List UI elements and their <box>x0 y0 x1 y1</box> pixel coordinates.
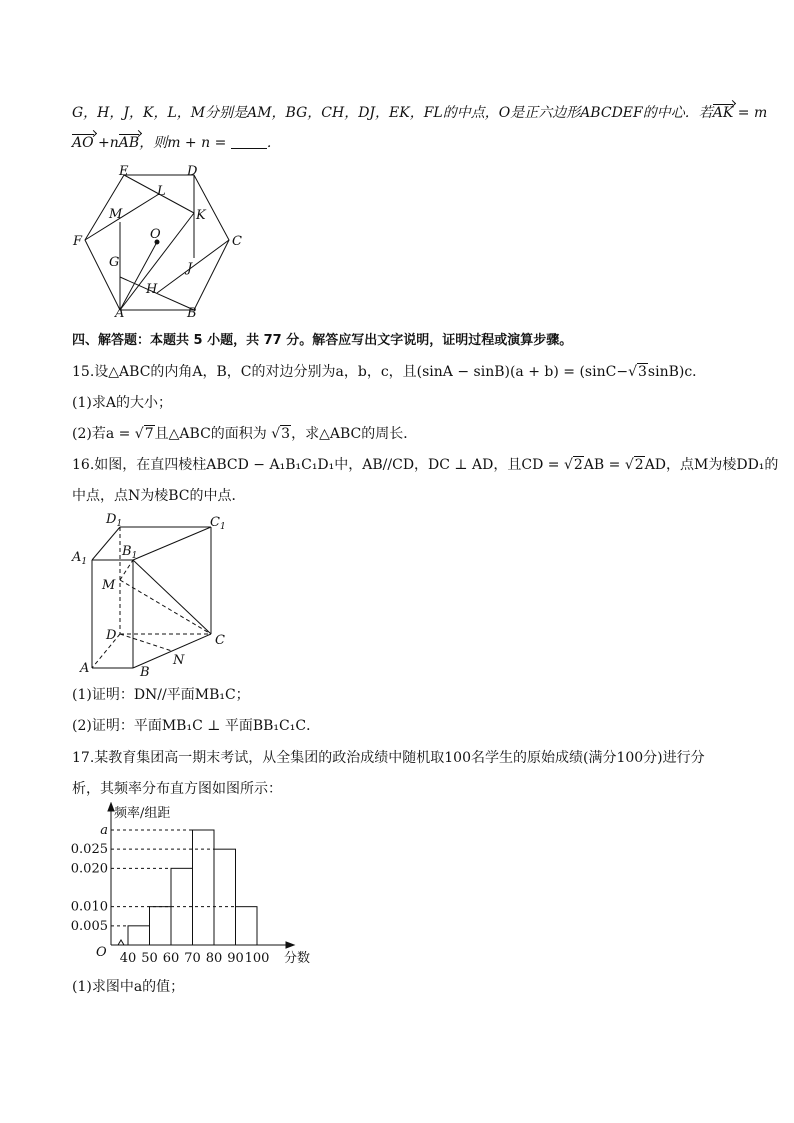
axis-break-mark <box>118 940 124 945</box>
label-b: B <box>187 306 197 320</box>
histogram-bar-80-90 <box>214 849 236 945</box>
q16-stem-line2: 中点，点N为棱BC的中点． <box>72 488 246 504</box>
q15-sqrt3: 3 <box>637 364 647 380</box>
y-tick-0.005: 0.005 <box>70 918 108 934</box>
prism-figure <box>66 508 236 678</box>
label-c1: $C_1$ <box>210 515 226 532</box>
q14-text-b: = m <box>737 105 768 121</box>
q15-sqrt7: 7 <box>144 426 154 442</box>
q16-part2: (2)证明：平面MB₁C ⊥ 平面BB₁C₁C． <box>72 718 321 734</box>
frequency-histogram <box>66 802 316 972</box>
histogram-bar-70-80 <box>193 830 215 945</box>
q14-line2 <box>72 133 281 153</box>
vector-ao: AO <box>72 135 94 151</box>
y-axis-label: 频率/组距 <box>114 806 171 821</box>
q15-part2: (2)若a = √7且△ABC的面积为 √3，求△ABC的周长． <box>72 426 418 442</box>
x-tick-100: 100 <box>244 951 270 966</box>
x-tick-80: 80 <box>205 951 223 966</box>
q15-area-sqrt3: 3 <box>281 426 291 442</box>
histogram-bar-40-50 <box>128 926 150 945</box>
label-d: D <box>187 164 198 179</box>
q15-stem-b: sinB)c． <box>647 364 707 380</box>
histogram-bar-90-100 <box>236 907 258 945</box>
label-a: A <box>115 306 125 320</box>
q16-stem: 16.如图，在直四棱柱ABCD − A₁B₁C₁D₁中，AB//CD，DC ⊥ AD，且CD = √2AB = √2AD，点M为棱DD₁的 <box>72 457 779 473</box>
label-d: D <box>106 628 117 643</box>
q17-stem-line2: 析，其频率分布直方图如图所示： <box>72 781 282 797</box>
q16-stem-c: AD，点M为棱DD₁的 <box>644 457 779 473</box>
q16-sqrt2b: 2 <box>634 457 644 473</box>
vector-ak: AK <box>712 105 734 121</box>
q14-plus-n: +n <box>98 135 119 151</box>
label-j: J <box>187 261 193 276</box>
segment-ao <box>120 242 157 310</box>
q17-stem-line1: 17.某教育集团高一期末考试，从全集团的政治成绩中随机取100名学生的原始成绩(满分100分)进行分 <box>72 750 705 766</box>
q15-part2-a: (2)若a = <box>72 426 131 442</box>
label-m: M <box>109 207 123 222</box>
label-o: O <box>150 227 161 242</box>
q14-line1 <box>72 103 767 123</box>
label-a1: $A_1$ <box>72 550 88 567</box>
q16-stem-a: 16.如图，在直四棱柱ABCD − A₁B₁C₁D₁中，AB//CD，DC ⊥ AD，且CD = <box>72 457 560 473</box>
label-a: A <box>80 661 90 676</box>
vector-ab: AB <box>118 135 140 151</box>
x-axis-label: 分数 <box>284 951 311 966</box>
label-b: B <box>140 665 150 678</box>
q15-part1: (1)求A的大小； <box>72 395 172 411</box>
x-tick-60: 60 <box>162 951 180 966</box>
origin-label: O <box>96 945 107 960</box>
q17-part1: (1)求图中a的值； <box>72 979 185 995</box>
q15-stem-a: 15.设△ABC的内角A，B，C的对边分别为a，b，c，且(sinA − sinB)(a + b) = (sinC− <box>72 364 629 380</box>
label-d1: $D_1$ <box>106 512 123 529</box>
label-e: E <box>119 164 129 179</box>
q16-sqrt2a: 2 <box>573 457 583 473</box>
label-c: C <box>232 234 242 249</box>
answer-blank[interactable] <box>231 134 267 149</box>
y-tick-a: a <box>100 823 108 838</box>
label-m: M <box>102 578 116 593</box>
x-tick-90: 90 <box>227 951 244 966</box>
y-tick-0.020: 0.020 <box>70 861 108 877</box>
q15-part2-b: 且△ABC的面积为 <box>154 426 267 442</box>
label-b1: $B_1$ <box>122 544 138 561</box>
q16-stem-b: AB = <box>583 457 621 473</box>
hexagon-figure <box>66 160 256 320</box>
y-tick-0.025: 0.025 <box>70 842 108 858</box>
histogram-bar-50-60 <box>150 907 172 945</box>
label-c: C <box>215 633 225 648</box>
label-g: G <box>109 255 120 270</box>
q15-stem: 15.设△ABC的内角A，B，C的对边分别为a，b，c，且(sinA − sinB)(a + b) = (sinC−√3sinB)c． <box>72 364 707 380</box>
label-n: N <box>173 653 185 668</box>
x-tick-70: 70 <box>184 951 201 966</box>
label-k: K <box>196 208 206 223</box>
y-tick-0.010: 0.010 <box>70 899 108 915</box>
label-h: H <box>146 282 158 297</box>
q14-then: ，则m + n = <box>139 135 227 151</box>
x-tick-40: 40 <box>119 951 137 966</box>
label-l: L <box>157 184 166 199</box>
x-axis-arrow <box>286 942 294 948</box>
label-f: F <box>73 234 83 249</box>
x-tick-50: 50 <box>141 951 158 966</box>
q14-text-a: G，H，J，K，L，M分别是AM，BG，CH，DJ，EK，FL的中点，O是正六边形ABCDEF的中心．若 <box>72 105 713 121</box>
q14-end: ． <box>266 135 281 151</box>
section-heading: 四、解答题：本题共 5 小题，共 77 分。解答应写出文字说明，证明过程或演算步骤。 <box>72 333 573 348</box>
q15-part2-c: ，求△ABC的周长． <box>291 426 418 442</box>
q16-part1: (1)证明：DN//平面MB₁C； <box>72 687 250 703</box>
